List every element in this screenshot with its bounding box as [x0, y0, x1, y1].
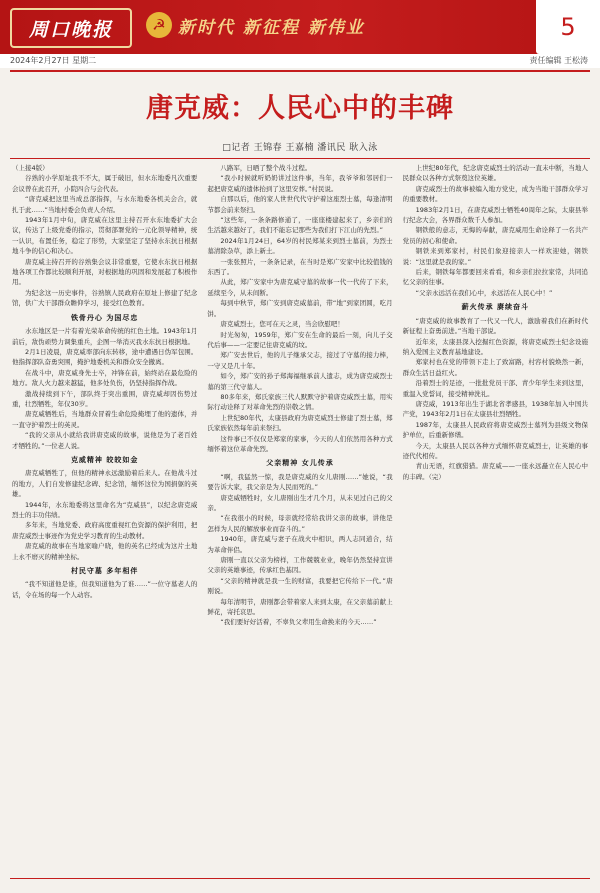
body-paragraph: 时光匆匆，1959年，郑广安在生命的最后一刻，向儿子交代后事——一定要记住唐克威的坟。 — [207, 330, 393, 349]
body-paragraph: “唐克威把这里当成总部指挥，与水东地委各机关会合，就扎于此……”当地村委会负责人介绍。 — [12, 195, 198, 214]
body-paragraph: “啊，我猛然一惊，我是唐克威的女儿唐刚……”她说，“我要告诉大家，我父亲是为人民而死的。” — [207, 472, 393, 492]
body-paragraph: 1944年，水东地委将这里命名为“克威县”，以纪念唐克威烈士的丰功伟绩。 — [12, 500, 198, 519]
article-column-1 — [12, 163, 197, 875]
body-paragraph: “唐克威的故事教育了一代又一代人，激励着我们在新时代新征程上奋勇前进。”当地干部说。 — [402, 316, 588, 336]
body-paragraph: 80多年来，郑氏家族三代人默默守护着唐克威烈士墓，用实际行动诠释了对革命先烈的崇敬之情。 — [207, 392, 393, 412]
body-paragraph: “这些年，一条条路修通了，一座座楼建起来了，乡亲们的生活越来越好了，我们不能忘记那些为我们打下江山的先烈。” — [207, 216, 393, 235]
body-paragraph: “我小时候就听奶奶讲过这件事，当年，我爷爷和邻居们一起把唐克威的遗体抬到了这里安葬。”村民说。 — [207, 174, 393, 193]
body-paragraph: 2月1日凌晨，唐克威率部向东转移，途中遭遇日伪军包围。他指挥部队奋勇突围，掩护地委机关和群众安全撤离。 — [12, 347, 198, 367]
body-paragraph: “我们要好好活着，不辜负父辈用生命换来的今天……” — [220, 618, 377, 627]
headline-divider — [10, 158, 590, 159]
body-paragraph: 上世纪80年代，纪念唐克威烈士的活动一直未中断，当地人民群众以各种方式祭奠这位英雄。 — [402, 164, 588, 183]
body-paragraph: 近年来，太康县深入挖掘红色资源，将唐克威烈士纪念设施纳入爱国主义教育基地建设。 — [402, 337, 588, 356]
body-paragraph: 多年来，当地党委、政府高度重视红色资源的保护利用，把唐克威烈士事迹作为党史学习教育的生动教材。 — [12, 521, 198, 540]
body-paragraph: 从此，郑广安家中为唐克威守墓的故事一代一代传了下来，延续至今，从未间断。 — [207, 278, 393, 297]
issue-date: 2024年2月27日 星期二 — [10, 56, 97, 65]
body-paragraph: 今天，太康县人民以各种方式缅怀唐克威烈士，让英雄的事迹代代相传。 — [402, 441, 588, 460]
body-paragraph: 唐克威牺牲后，当地群众冒着生命危险掩埋了他的遗体，并一直守护着烈士的英灵。 — [12, 410, 198, 429]
body-paragraph: 水东地区是一片有着光荣革命传统的红色土地。1943年1月前后，敌伪顽势力调集重兵，企图一举消灭我水东抗日根据地。 — [12, 327, 198, 346]
body-paragraph: 郑家村也在党的带领下走上了致富路，村容村貌焕然一新，群众生活日益红火。 — [402, 358, 588, 377]
body-paragraph: 钢铁般的意志，无悔的奉献，唐克威用生命诠释了一名共产党员的初心和使命。 — [402, 226, 588, 245]
body-paragraph: 这件事已不仅仅是郑家的家事，今天的人们依然用各种方式缅怀着这位革命先烈。 — [207, 434, 393, 453]
body-paragraph: 1940年，唐克威与妻子在战火中相识，两人志同道合，结为革命伴侣。 — [207, 535, 393, 554]
section-subheading: 父亲精神 女儿传承 — [266, 459, 334, 468]
body-paragraph: 自那以后，他的家人世世代代守护着这座烈士墓，每逢清明节都会前来祭扫。 — [207, 195, 393, 214]
article-body — [12, 163, 588, 875]
top-divider — [10, 70, 590, 72]
body-paragraph: 1983年2月1日，在唐克威烈士牺牲40周年之际，太康县举行纪念大会，各界群众数千人参加。 — [402, 205, 588, 225]
body-paragraph: 唐克威的故事在当地家喻户晓，他的英名已经成为这片土地上永不磨灭的精神坐标。 — [12, 542, 198, 561]
body-paragraph: “父亲永远活在我们心中，永远活在人民心中！” — [415, 288, 553, 297]
body-paragraph: 1987年，太康县人民政府将唐克威烈士墓列为县级文物保护单位，后重新修缮。 — [402, 420, 588, 440]
body-paragraph: “父亲的精神就是我一生的财富，我要把它传给下一代。”唐刚说。 — [207, 576, 393, 596]
body-paragraph: 每到中秋节，郑广安到唐克威墓前，带“地”到家团圆，吃月饼。 — [207, 299, 393, 318]
body-paragraph: 钢铁来到郑家村，村民们象迎接亲人一样欢迎她，钢铁说：“这里就是我的家。” — [402, 247, 588, 266]
body-paragraph: 八路军，日晒了整个战斗过程。 — [220, 164, 312, 172]
body-paragraph: 2024年1月24日，64岁的村民郑某来到烈士墓前，为烈士墓清除杂草，添上新土。 — [207, 236, 393, 256]
body-paragraph: 在战斗中，唐克威身先士卒，冲锋在前，始终站在最危险的地方。敌人火力越来越猛，他多处负伤，仍坚持指挥作战。 — [12, 368, 198, 388]
article-column-2 — [207, 163, 392, 875]
body-paragraph: 激战持续到下午，部队终于突出重围，唐克威却因伤势过重，壮烈牺牲，年仅30岁。 — [12, 389, 198, 408]
party-emblem-icon: ☭ — [146, 12, 172, 38]
section-subheading: 克威精神 皎皎如金 — [70, 455, 139, 464]
bottom-divider — [10, 878, 590, 879]
page-editor: 责任编辑 王松涛 — [529, 56, 588, 65]
body-paragraph: 1943年1月中旬，唐克威在这里主持召开水东地委扩大会议，传达了上级党委的指示，贯彻部署党的一元化领导精神，统一认识，布置任务，稳定了形势，大家坚定了坚持水东抗日根据地斗争的信心和决心。 — [12, 216, 198, 256]
article-title: 唐克威：人民心中的丰碑 — [146, 93, 454, 124]
section-subheading: 铁骨丹心 为国尽忠 — [70, 313, 139, 322]
body-paragraph: 沿着烈士的足迹，一批批党员干部、青少年学生来到这里，重温入党誓词，接受精神洗礼。 — [402, 379, 588, 398]
body-paragraph: 唐克威，1913年出生于湖北省孝感县，1938年加入中国共产党，1943年2月1日在太康县壮烈牺牲。 — [402, 399, 588, 419]
body-paragraph: 谷熟的小学原址我不不大，属于破旧，但水东地委凡次重要会议曾在此召开，小院四合与会代表。 — [12, 174, 198, 193]
body-paragraph: 唐克威烈士的故事被编入地方党史，成为当地干部群众学习的重要教材。 — [402, 184, 588, 204]
body-paragraph: 每年清明节，唐刚都会带着家人来到太康，在父亲墓前献上鲜花，寄托哀思。 — [207, 597, 393, 617]
newspaper-logo: 周口晚报 — [10, 8, 132, 48]
dateline — [0, 54, 600, 68]
body-paragraph: 后来，钢铁每年都要回来看看，和乡亲们拉拉家常，共同追忆父亲的往事。 — [402, 268, 588, 287]
body-paragraph: “我不知道他是谁，但我知道他为了谁……”一位守墓老人的话，令在场的每一个人动容。 — [12, 580, 198, 599]
body-paragraph: 青山无语，红旗猎猎。唐克威——一座永远矗立在人民心中的丰碑。（完） — [402, 462, 588, 481]
article-column-3 — [403, 163, 588, 875]
section-subheading: 村民守墓 多年相伴 — [70, 567, 139, 576]
article-byline: □记者 王锦春 王嘉楠 潘讯民 耿入泳 — [222, 143, 378, 153]
body-paragraph: 唐克威主持召开的谷熟集会议非常重要，它使水东抗日根据地各项工作都比较顺利开展，对根据地的巩固和发展起了积极作用。 — [12, 257, 198, 287]
body-paragraph: 一张张照片，一条条记录，在当时是郑广安家中比较值钱的东西了。 — [207, 257, 393, 277]
body-paragraph: 唐克威牺牲了，但他的精神永远激励着后来人。在他战斗过的地方，人们自发修建纪念碑、纪念馆，缅怀这位为国捐躯的英雄。 — [12, 469, 198, 499]
body-paragraph: “在我很小的时候，母亲就经常给我讲父亲的故事，讲他是怎样为人民的解放事业而奋斗的。” — [207, 514, 393, 533]
section-subheading: 薪火传承 赓续奋斗 — [461, 303, 530, 312]
page-number: 5 — [536, 0, 600, 54]
body-paragraph: 郑广安去世后，他的儿子继承父志，接过了守墓的接力棒，一守又是几十年。 — [207, 351, 393, 370]
body-paragraph: 唐克威烈士，您可在天之灵，当会欣慰吧！ — [220, 320, 344, 329]
body-paragraph: 为纪念这一历史事件，谷熟镇人民政府在原址上修建了纪念馆，供广大干部群众瞻仰学习，接受红色教育。 — [12, 288, 198, 308]
masthead-slogan: 新时代 新征程 新伟业 — [178, 17, 365, 38]
body-paragraph: （上接4版） — [12, 164, 49, 172]
body-paragraph: “我的父亲从小就给我讲唐克威的故事，说他是为了老百姓才牺牲的。”一位老人说。 — [12, 431, 198, 450]
body-paragraph: 唐克威牺牲时，女儿唐刚出生才几个月，从未见过自己的父亲。 — [207, 493, 393, 512]
body-paragraph: 上世纪80年代，太康县政府为唐克威烈士修建了烈士墓，郑氏家族依然每年前来祭扫。 — [207, 413, 393, 433]
body-paragraph: 如今，郑广安的孙子郑海福继承前人遗志，成为唐克威烈士墓的第三代守墓人。 — [207, 372, 393, 391]
body-paragraph: 唐刚一直以父亲为榜样，工作兢兢业业，晚年仍然坚持宣讲父亲的英雄事迹，传承红色基因。 — [207, 556, 393, 575]
